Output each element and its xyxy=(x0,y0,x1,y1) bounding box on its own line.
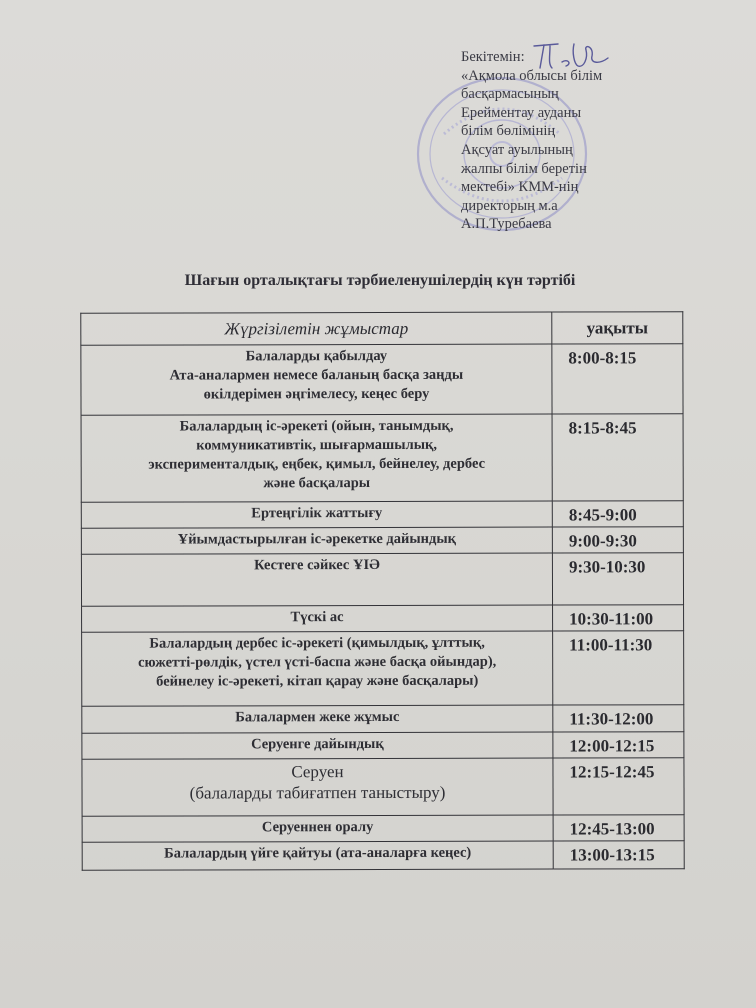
activity-cell xyxy=(81,414,552,502)
table-row xyxy=(82,631,684,707)
activity-line: Балаларды қабылдау xyxy=(245,347,388,365)
activity-line: бейнелеу іс-әрекеті, кітап қарау және басқалары) xyxy=(156,672,479,690)
header-activities: Жүргізілетін жұмыстар xyxy=(81,312,552,345)
activity-line: Балалардың үйге қайтуы (ата-аналарға кеңес) xyxy=(164,844,472,862)
activity-line: Ата-аналармен немесе баланың басқа заңды xyxy=(169,366,464,384)
approval-line: Бекітемін: xyxy=(461,49,525,65)
activity-line: Ұйымдастырылған іс-әрекетке дайындық xyxy=(177,530,457,548)
table-row xyxy=(82,758,684,817)
table-row xyxy=(82,732,684,760)
time-cell: 10:30-11:00 xyxy=(553,605,684,631)
table-header-row xyxy=(81,312,683,346)
activity-line: (балаларды табиғатпен таныстыру) xyxy=(189,782,446,803)
table-row xyxy=(81,344,683,416)
activity-line: сюжетті-рөлдік, үстел үсті-баспа және басқа ойындар), xyxy=(138,653,497,671)
table-row xyxy=(82,605,684,633)
approval-line: Ерейментау ауданы xyxy=(461,104,582,121)
activity-cell xyxy=(81,501,552,528)
activity-line: Балалардың дербес іс-әрекеті (қимылдық, ұлттық, xyxy=(149,634,485,652)
approval-line: басқармасының xyxy=(461,86,559,103)
activity-line: өкілдерімен әңгімелесу, кеңес беру xyxy=(203,385,430,403)
time-cell: 11:30-12:00 xyxy=(553,705,684,732)
table-row xyxy=(82,841,684,871)
activity-cell xyxy=(82,631,553,706)
activity-cell xyxy=(82,732,553,759)
approval-line: «Ақмола облысы білім xyxy=(461,67,603,84)
activity-cell xyxy=(82,758,553,816)
table-row xyxy=(81,414,683,503)
approval-line: білім бөлімінің xyxy=(461,123,556,140)
activity-line: коммуникативтік, шығармашылық, xyxy=(196,436,438,454)
table-row xyxy=(82,705,684,734)
time-cell: 8:00-8:15 xyxy=(552,344,683,414)
activity-cell xyxy=(82,841,553,870)
time-cell: 12:15-12:45 xyxy=(553,758,684,815)
activity-line: Түскі ас xyxy=(290,609,344,626)
time-cell: 11:00-11:30 xyxy=(553,631,684,705)
time-cell: 13:00-13:15 xyxy=(553,841,684,869)
activity-cell xyxy=(81,553,552,606)
approval-line: А.П.Туребаева xyxy=(461,216,552,233)
activity-line: және басқалары xyxy=(263,475,371,492)
approval-line: директорың м.а xyxy=(461,197,558,214)
time-cell: 12:45-13:00 xyxy=(553,815,684,841)
time-cell: 9:00-9:30 xyxy=(552,527,683,553)
time-cell: 8:45-9:00 xyxy=(552,501,683,527)
activity-line: Серуен xyxy=(291,762,344,782)
table-row xyxy=(81,527,683,555)
activity-line: эксперименталдық, еңбек, қимыл, бейнелеу, дербес xyxy=(148,455,486,473)
page-title: Шағын орталықтағы тәрбиеленушілердің күн тәртібі xyxy=(184,272,576,289)
activity-line: Серуеннен оралу xyxy=(261,819,374,836)
table-row xyxy=(82,815,684,843)
approval-block xyxy=(461,48,661,234)
activity-cell xyxy=(82,605,553,632)
activity-line: Серуенге дайындық xyxy=(251,735,384,753)
time-cell: 8:15-8:45 xyxy=(552,414,683,501)
table-row xyxy=(81,553,683,607)
activity-line: Ертеңгілік жаттығу xyxy=(251,505,383,522)
activity-line: Кестеге сәйкес ҰІӘ xyxy=(254,557,380,574)
activity-line: Балалармен жеке жұмыс xyxy=(235,708,400,726)
table-row xyxy=(81,501,683,529)
approval-line: мектебі» КММ-нің xyxy=(461,179,579,196)
approval-line: Ақсуат ауылының xyxy=(461,141,573,158)
activity-cell xyxy=(82,815,553,842)
approval-line: жалпы білім беретін xyxy=(461,160,587,177)
activity-cell xyxy=(81,344,552,415)
activity-cell xyxy=(81,527,552,554)
activity-cell xyxy=(82,705,553,733)
header-time: уақыты xyxy=(552,312,683,344)
activity-line: Балалардың іс-әрекеті (ойын, танымдық, xyxy=(179,417,454,435)
time-cell: 9:30-10:30 xyxy=(552,553,683,605)
time-cell: 12:00-12:15 xyxy=(553,732,684,758)
schedule-table xyxy=(80,311,684,871)
